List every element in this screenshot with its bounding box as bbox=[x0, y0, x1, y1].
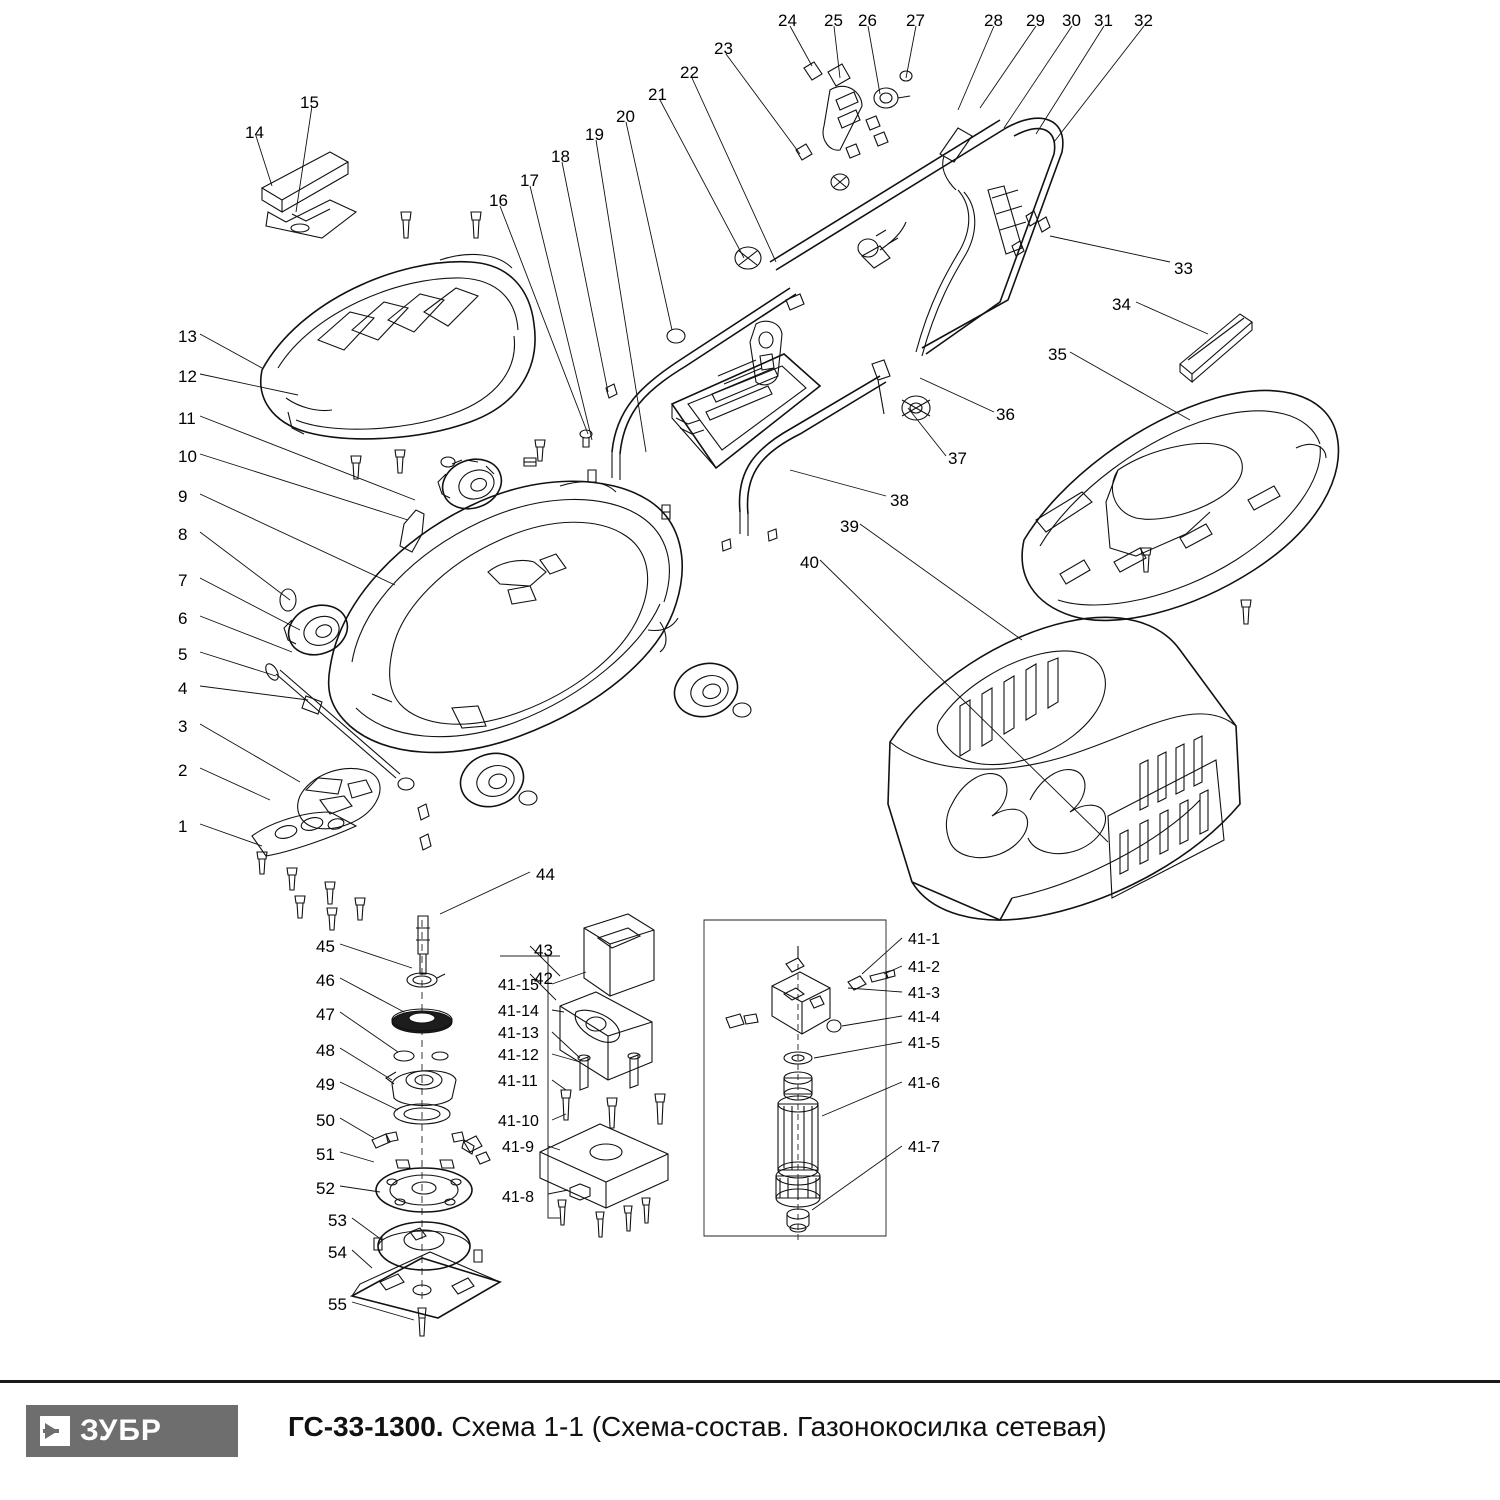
callout-1: 1 bbox=[178, 817, 188, 836]
callout-6: 6 bbox=[178, 609, 188, 628]
callout-32: 32 bbox=[1134, 11, 1153, 30]
part-36-37 bbox=[872, 360, 930, 420]
callout-21: 21 bbox=[648, 85, 667, 104]
callout-31: 31 bbox=[1094, 11, 1113, 30]
leader-lines-right bbox=[790, 236, 1208, 842]
callout-29: 29 bbox=[1026, 11, 1045, 30]
part-switch-assembly bbox=[796, 62, 912, 160]
callout-26: 26 bbox=[858, 11, 877, 30]
part-38-flap bbox=[672, 354, 820, 468]
callout-41-11: 41-11 bbox=[498, 1073, 538, 1090]
callout-48: 48 bbox=[316, 1041, 335, 1060]
callout-43: 43 bbox=[534, 941, 553, 960]
callout-12: 12 bbox=[178, 367, 197, 386]
callout-33: 33 bbox=[1174, 259, 1193, 278]
part-motor-41 bbox=[704, 920, 895, 1240]
callout-38: 38 bbox=[890, 491, 909, 510]
callout-9: 9 bbox=[178, 487, 188, 506]
callout-41-12: 41-12 bbox=[498, 1047, 539, 1064]
brand-name: ЗУБР bbox=[80, 1414, 162, 1447]
callout-50: 50 bbox=[316, 1111, 335, 1130]
callout-16: 16 bbox=[489, 191, 508, 210]
callout-2: 2 bbox=[178, 761, 188, 780]
callout-30: 30 bbox=[1062, 11, 1081, 30]
part-1-screws bbox=[257, 852, 365, 930]
callout-11: 11 bbox=[178, 409, 196, 428]
callout-41-13: 41-13 bbox=[498, 1025, 539, 1042]
zubr-arrow-logo-icon bbox=[40, 1416, 70, 1446]
brand-logo bbox=[26, 1405, 238, 1457]
callout-46: 46 bbox=[316, 971, 335, 990]
callout-54: 54 bbox=[328, 1243, 347, 1262]
leader-lines-41-right bbox=[812, 938, 902, 1210]
part-35-rear-cover bbox=[1022, 391, 1338, 624]
leader-lines-left bbox=[200, 334, 415, 846]
callout-41-10: 41-10 bbox=[498, 1113, 539, 1130]
callout-28: 28 bbox=[984, 11, 1003, 30]
part-wheels bbox=[280, 451, 751, 814]
callout-22: 22 bbox=[680, 63, 699, 82]
callout-3: 3 bbox=[178, 717, 188, 736]
footer-bar bbox=[0, 1380, 1500, 1500]
part-handle-bars bbox=[606, 118, 1063, 536]
leader-lines-top bbox=[256, 26, 1144, 452]
part-13-hood bbox=[261, 254, 535, 438]
callout-45: 45 bbox=[316, 937, 335, 956]
callout-41-14: 41-14 bbox=[498, 1003, 539, 1020]
callout-19: 19 bbox=[585, 125, 604, 144]
callout-23: 23 bbox=[714, 39, 733, 58]
callout-39: 39 bbox=[840, 517, 859, 536]
callout-17: 17 bbox=[520, 171, 539, 190]
callout-15: 15 bbox=[300, 93, 319, 112]
leader-lines-blade bbox=[340, 944, 414, 1320]
callout-40: 40 bbox=[800, 553, 819, 572]
callout-41-4: 41-4 bbox=[908, 1009, 941, 1026]
callout-41-7: 41-7 bbox=[908, 1139, 941, 1156]
callout-7: 7 bbox=[178, 571, 188, 590]
callout-14: 14 bbox=[245, 123, 264, 142]
part-2-3-bracket bbox=[252, 768, 380, 856]
callout-41-2: 41-2 bbox=[908, 959, 941, 976]
part-motor-housing-group bbox=[464, 914, 668, 1237]
callout-8: 8 bbox=[178, 525, 188, 544]
part-39-40-grass-box bbox=[888, 617, 1240, 920]
callout-20: 20 bbox=[616, 107, 635, 126]
callout-41-5: 41-5 bbox=[908, 1035, 941, 1052]
part-blade-assembly bbox=[352, 916, 500, 1336]
callout-41-1: 41-1 bbox=[908, 931, 941, 948]
callout-42: 42 bbox=[534, 969, 553, 988]
callout-34: 34 bbox=[1112, 295, 1131, 314]
callout-41-3: 41-3 bbox=[908, 985, 941, 1002]
callout-53: 53 bbox=[328, 1211, 347, 1230]
callout-37: 37 bbox=[948, 449, 967, 468]
callout-35: 35 bbox=[1048, 345, 1067, 364]
callout-24: 24 bbox=[778, 11, 797, 30]
scheme-subtitle: Схема 1-1 (Схема-состав. Газонокосилка сетевая) bbox=[451, 1411, 1107, 1442]
callout-27: 27 bbox=[906, 11, 925, 30]
callout-44: 44 bbox=[536, 865, 555, 884]
callout-13: 13 bbox=[178, 327, 197, 346]
callout-41-9: 41-9 bbox=[502, 1139, 535, 1156]
callout-41-6: 41-6 bbox=[908, 1075, 941, 1092]
callout-47: 47 bbox=[316, 1005, 335, 1024]
callout-25: 25 bbox=[824, 11, 843, 30]
callout-41-15: 41-15 bbox=[498, 977, 539, 994]
model-title: ГС-33-1300. bbox=[288, 1411, 444, 1442]
callout-4: 4 bbox=[178, 679, 188, 698]
callout-52: 52 bbox=[316, 1179, 335, 1198]
diagram-caption bbox=[288, 1411, 1107, 1443]
part-34-rail bbox=[1180, 314, 1252, 382]
part-deck-body bbox=[329, 481, 683, 752]
callout-49: 49 bbox=[316, 1075, 335, 1094]
callout-36: 36 bbox=[996, 405, 1015, 424]
callout-10: 10 bbox=[178, 447, 197, 466]
callout-41-8: 41-8 bbox=[502, 1189, 535, 1206]
callout-18: 18 bbox=[551, 147, 570, 166]
callout-51: 51 bbox=[316, 1145, 335, 1164]
part-14-15-cover-strip bbox=[262, 152, 356, 238]
callout-55: 55 bbox=[328, 1295, 347, 1314]
callout-5: 5 bbox=[178, 645, 188, 664]
